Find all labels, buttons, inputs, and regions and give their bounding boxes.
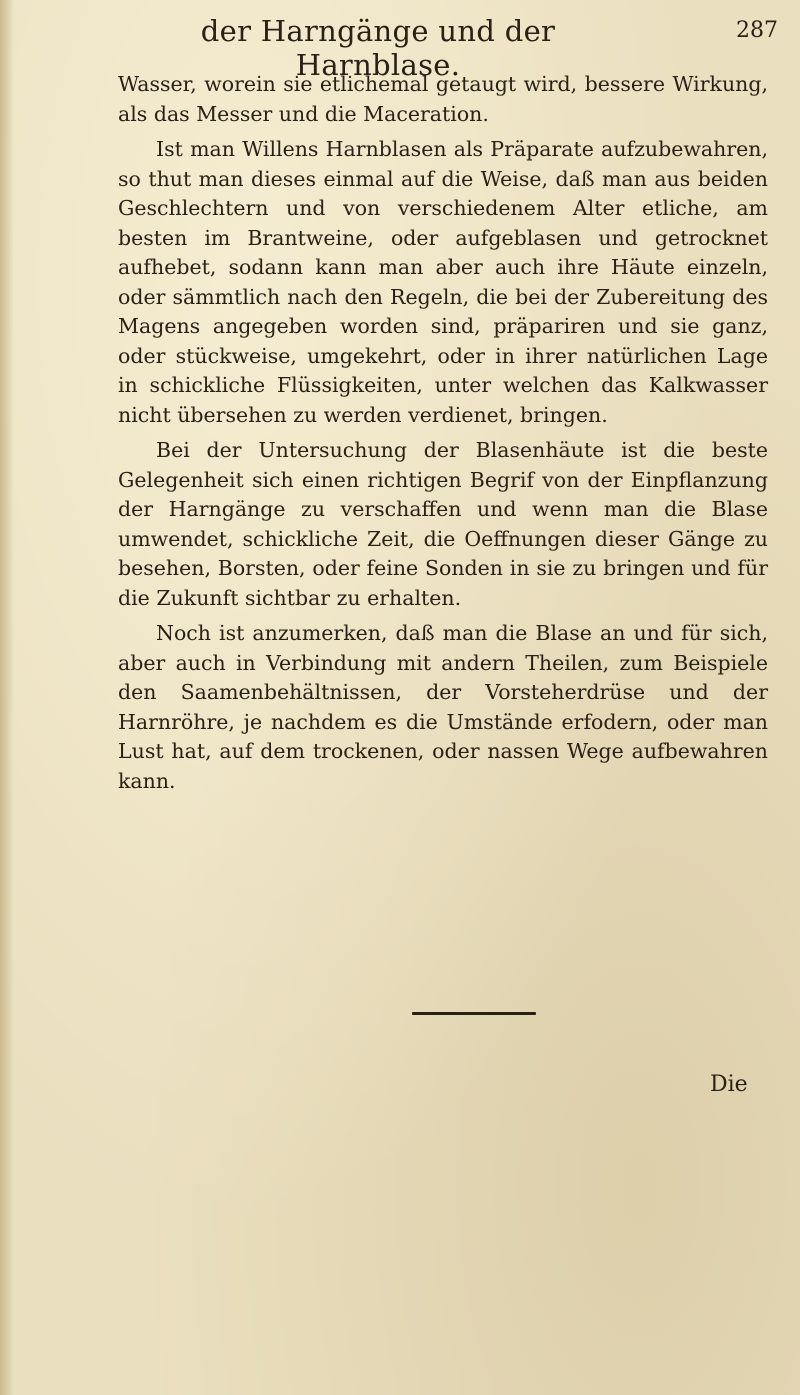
paragraph-continuation: Wasser, worein sie etlichemal getaugt wird, bessere Wirkung, als das Messer und die Maceration. [118,72,768,126]
running-title: der Harngänge und der Harnblase. [200,14,556,82]
page-header [118,10,778,82]
section-rule [412,1012,536,1015]
page-edge-shadow [0,0,14,1395]
paragraph-preservation: Ist man Willens Harnblasen als Präparate aufzubewahren, so thut man dieses einmal auf die Weise, daß man aus beiden Geschlechtern und von verschiedenem Alter etliche, am besten im Brantweine, oder aufgeblasen und getrocknet aufhebet, sodann kann man aber auch ihre Häute einzeln, oder sämmtlich nach den Regeln, die bei der Zubereitung des Magens angegeben worden sind, präpariren und sie ganz, oder stückweise, umgekehrt, oder in ihrer natürlichen Lage in schickliche Flüssigkeiten, unter welchen das Kalkwasser nicht übersehen zu werden verdienet, bringen. [118,137,768,427]
paragraph-note: Noch ist anzumerken, daß man die Blase an und für sich, aber auch in Verbindung mit andern Theilen, zum Beispiele den Saamenbehältnissen, der Vorsteherdrüse und der Harnröhre, je nachdem es die Umstände erfodern, oder man Lust hat, auf dem trockenen, oder nassen Wege aufbewahren kann. [118,621,768,793]
body-text [118,70,768,802]
paragraph-examination: Bei der Untersuchung der Blasenhäute ist die beste Gelegenheit sich einen richtigen Begrif von der Einpflanzung der Harngänge zu verschaffen und wenn man die Blase umwendet, schickliche Zeit, die Oeffnungen dieser Gänge zu besehen, Borsten, oder feine Sonden in sie zu bringen und für die Zukunft sichtbar zu erhalten. [118,438,768,610]
page-number: 287 [736,18,778,43]
catchword: Die [710,1072,748,1097]
